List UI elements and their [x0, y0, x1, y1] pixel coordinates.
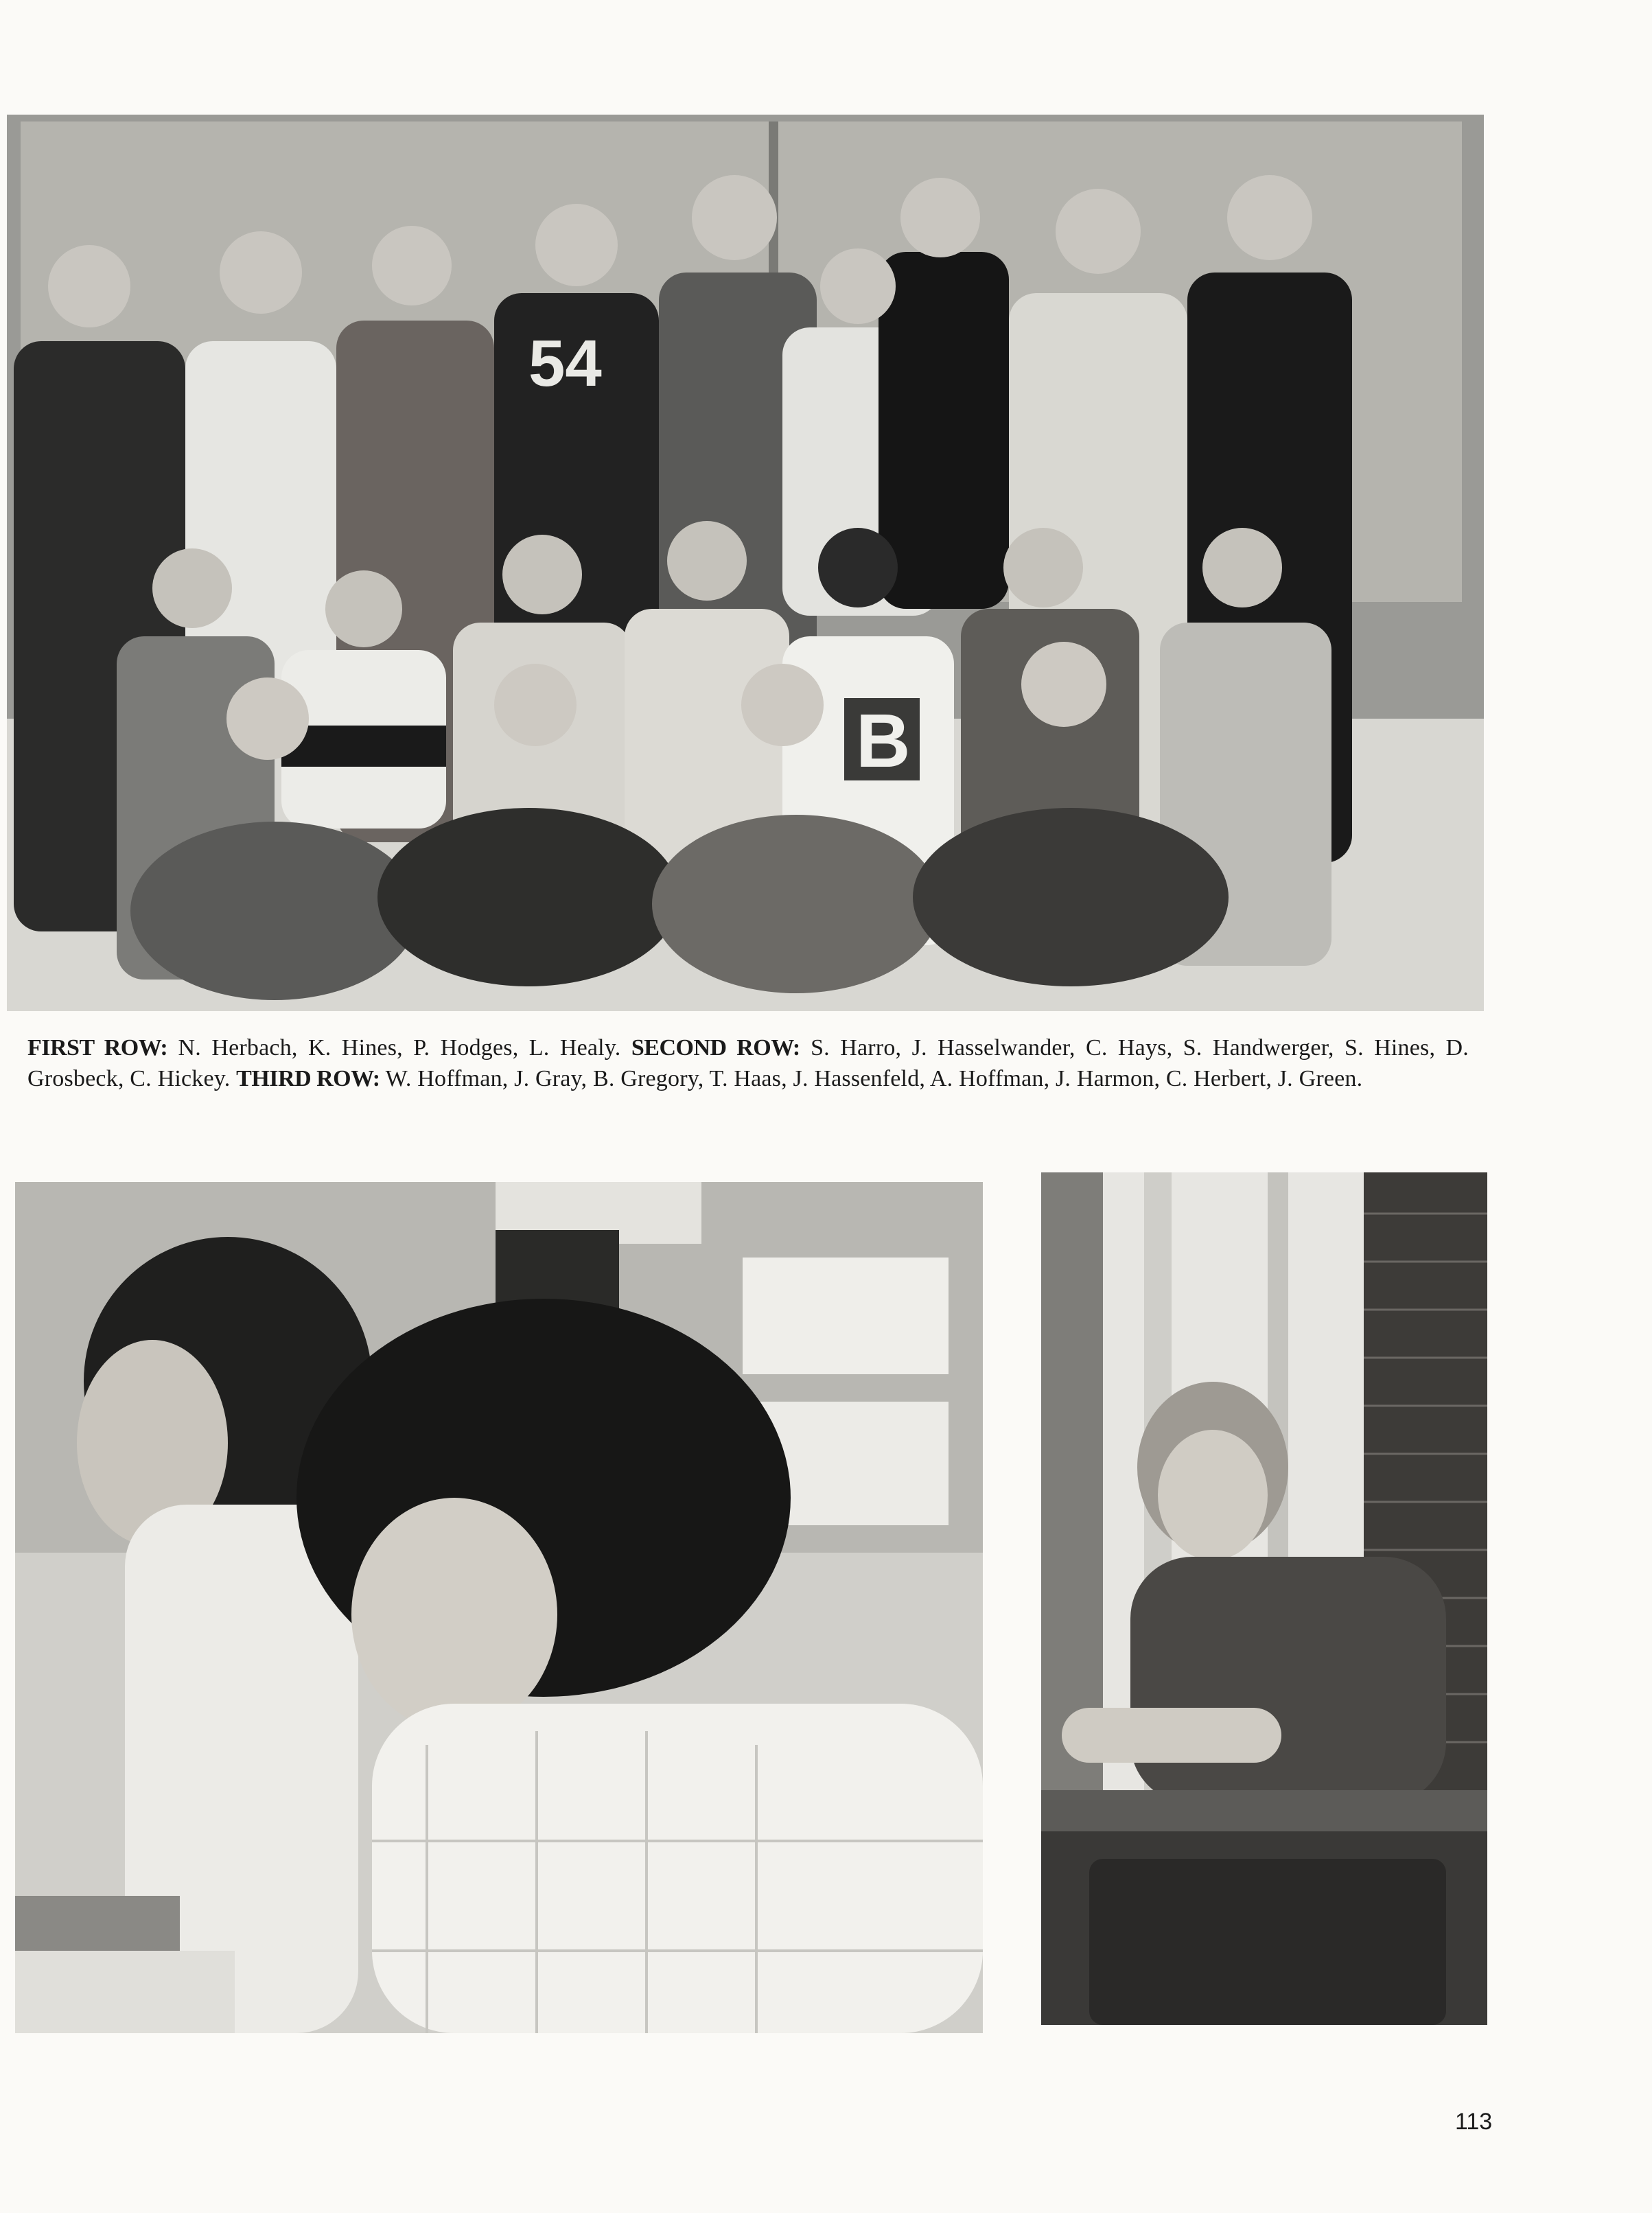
page-number: 113: [1455, 2109, 1493, 2135]
candid-photo-left: [15, 1182, 983, 2033]
candid-photo-right-drawing: [1041, 1172, 1487, 2025]
second-row-label: SECOND ROW:: [631, 1035, 800, 1061]
candid-photo-right: [1041, 1172, 1487, 2025]
third-row-label: THIRD ROW:: [236, 1066, 380, 1091]
group-photo: [7, 115, 1484, 1011]
candid-photo-left-drawing: [15, 1182, 983, 2033]
group-photo-drawing: [7, 115, 1484, 1011]
first-row-label: FIRST ROW:: [27, 1035, 168, 1061]
second-row-names: S. Harro, J. Hasselwander, C. Hays, S. Handwerger, S. Hines, D. Grosbeck, C. Hickey.: [27, 1035, 1469, 1091]
photo-caption: [27, 1032, 1469, 1094]
jersey-number: 54: [528, 327, 602, 400]
first-row-names: N. Herbach, K. Hines, P. Hodges, L. Healy.: [178, 1035, 621, 1061]
third-row-names: W. Hoffman, J. Gray, B. Gregory, T. Haas, J. Hassenfeld, A. Hoffman, J. Harmon, C. Herbert, J. Green.: [385, 1066, 1363, 1091]
sweater-letter: B: [856, 699, 911, 783]
